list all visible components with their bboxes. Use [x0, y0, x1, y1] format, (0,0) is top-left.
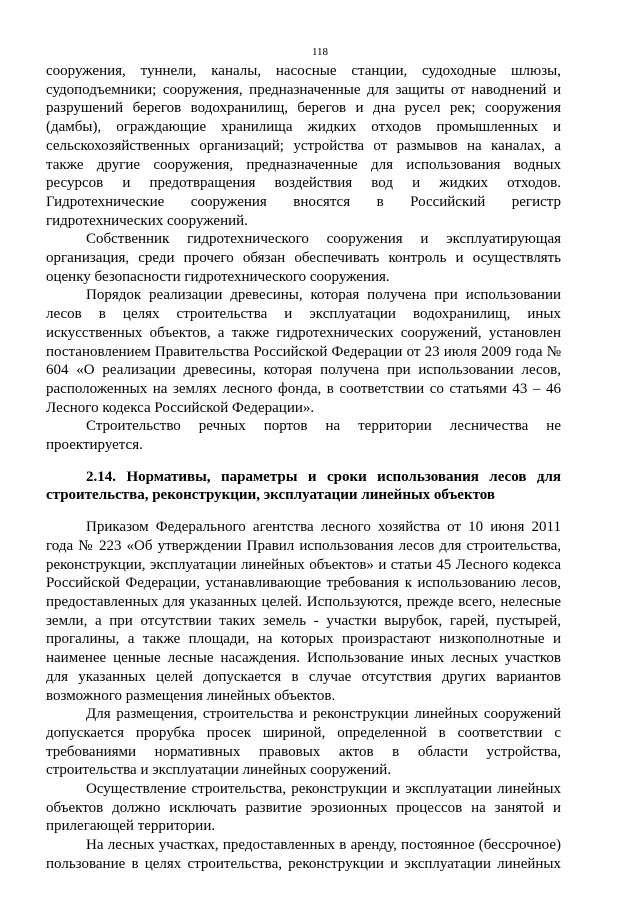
page-number: 118 — [311, 46, 329, 58]
paragraph-order-223: Приказом Федерального агентства лесного хозяйства от 10 июня 2011 года № 223 «Об утверждении Правил использования лесов для строительства, реконструкции, эксплуатации линейных объектов» и статьи 45 Лесного кодекса Российской Федерации, устанавливающие требования к использованию лесов, предоставленных для указанных целей. Используются, прежде всего, нелесные земли, а при отсутствии таких земель - участки вырубок, гарей, пустырей, прогалины, а также площади, на которых произрастают низкополнотные и наименее ценные лесные насаждения. Использование иных лесных участков для указанных целей допускается в случае отсутствия других вариантов возможного размещения линейных объектов. — [46, 519, 561, 704]
paragraph-erosion: Осуществление строительства, реконструкции и эксплуатации линейных объектов должно исключать развитие эрозионных процессов на занятой и прилегающей территории. — [46, 781, 561, 835]
paragraph-clearings: Для размещения, строительства и реконструкции линейных сооружений допускается прорубка просек шириной, определенной в соответствии с требованиями нормативных правовых актов в области устройства, строительства и эксплуатации линейных сооружений. — [46, 706, 561, 779]
paragraph-timber-sale: Порядок реализации древесины, которая получена при использовании лесов в целях строительства и эксплуатации водохранилищ, иных искусственных объектов, а также гидротехнических сооружений, установлен постановлением Правительства Российской Федерации от 23 июля 2009 года № 604 «О реализации древесины, которая получена при использовании лесов, расположенных на землях лесного фонда, в соответствии со статьями 43 – 46 Лесного кодекса Российской Федерации». — [46, 287, 561, 416]
paragraph-owner-obligations: Собственник гидротехнического сооружения и эксплуатирующая организация, среди прочего обязан обеспечивать контроль и осуществлять оценку безопасности гидротехнического сооружения. — [46, 231, 561, 285]
paragraph-lease: На лесных участках, предоставленных в аренду, постоянное (бессрочное) пользование в целях строительства, реконструкции и эксплуатации линейных — [46, 837, 561, 872]
section-heading: 2.14. Нормативы, параметры и сроки использования лесов для строительства, реконструкции, эксплуатации линейных объектов — [46, 468, 561, 504]
page-content — [46, 62, 561, 874]
paragraph-river-ports: Строительство речных портов на территории лесничества не проектируется. — [46, 418, 561, 454]
paragraph-continued: сооружения, туннели, каналы, насосные станции, судоходные шлюзы, судоподъемники; сооружения, предназначенные для защиты от наводнений и разрушений берегов водохранилищ, берегов и дна русел рек; сооружения (дамбы), ограждающие хранилища жидких отходов промышленных и сельскохозяйственных организаций; устройства от размывов на каналах, а также другие сооружения, предназначенные для использования водных ресурсов и предотвращения воздействия вод и жидких отходов. Гидротехнические сооружения вносятся в Российский регистр гидротехнических сооружений. — [46, 63, 561, 229]
